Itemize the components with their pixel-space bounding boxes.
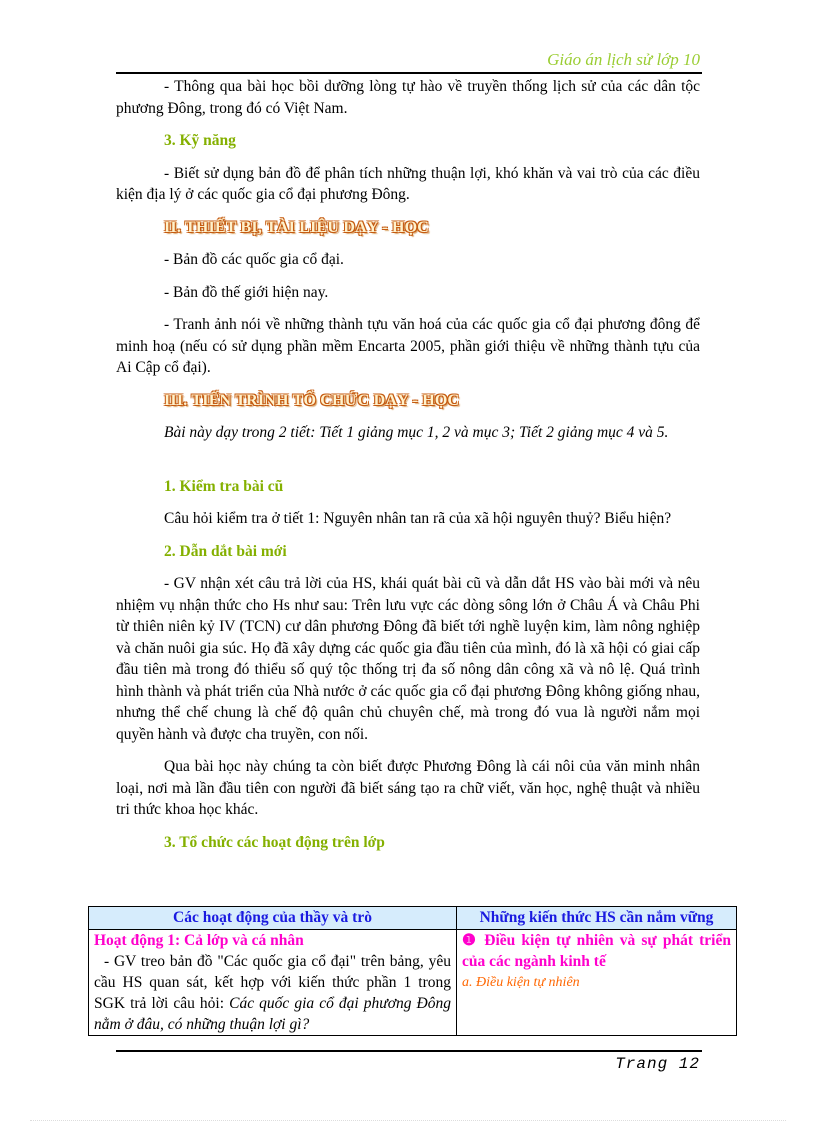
table-row — [89, 930, 737, 1036]
page-number: Trang 12 — [615, 1055, 700, 1073]
equipment-heading: II. THIẾT BỊ, TÀI LIỆU DẠY - HỌC — [164, 218, 429, 236]
lesson-table — [88, 906, 737, 1036]
equipment-item: - Bản đồ các quốc gia cổ đại. — [164, 251, 344, 268]
col-activities-header: Các hoạt động của thầy và trò — [89, 907, 457, 930]
page-edge-divider — [30, 1120, 786, 1121]
activity-text — [94, 951, 451, 1035]
process-heading: III. TIẾN TRÌNH TỔ CHỨC DẠY - HỌC — [164, 391, 460, 409]
process-paragraph: Bài này dạy trong 2 tiết: Tiết 1 giảng mục 1, 2 và mục 3; Tiết 2 giảng mục 4 và 5. — [164, 424, 669, 441]
equipment-item: - Bản đồ thế giới hiện nay. — [164, 283, 329, 301]
check-heading: 1. Kiểm tra bài cũ — [164, 477, 284, 495]
knowledge-subheading: a. Điều kiện tự nhiên — [462, 975, 580, 990]
lead-heading: 2. Dẫn dắt bài mới — [164, 542, 287, 560]
knowledge-title-text: Điều kiện tự nhiên và sự phát triển của các ngành kinh tế — [462, 932, 731, 970]
col-knowledge-header: Những kiến thức HS cần nắm vững — [457, 907, 737, 930]
bullet-one-icon: ❶ — [462, 932, 479, 949]
header-rule — [116, 72, 702, 74]
knowledge-cell — [457, 930, 737, 1036]
footer-rule — [116, 1050, 702, 1052]
activity-question: Các quốc gia cổ đại phương Đông nằm ở đâu, có những thuận lợi gì? — [94, 995, 451, 1033]
knowledge-title — [462, 930, 731, 972]
skills-paragraph: - Biết sử dụng bản đồ để phân tích những thuận lợi, khó khăn và vai trò của các điều kiện địa lý ở các quốc gia cổ đại phương Đông. — [116, 164, 700, 203]
activity-title: Hoạt động 1: Cả lớp và cá nhân — [94, 932, 304, 949]
check-paragraph: Câu hỏi kiểm tra ở tiết 1: Nguyên nhân tan rã của xã hội nguyên thuỷ? Biểu hiện? — [164, 510, 672, 527]
lead-paragraph: - GV nhận xét câu trả lời của HS, khái quát bài cũ và dẫn dắt HS vào bài mới và nêu nhiệm vụ nhận thức cho Hs như sau: Trên lưu vực các dòng sông lớn ở Châu Á và Châu Phi từ thiên niên kỷ IV (TCN) cư dân phương Đông đã biết tới nghề luyện kim, làm nông nghiệp và chăn nuôi gia súc. Họ đã xây dựng các quốc gia đầu tiên của mình, đó là xã hội có giai cấp đầu tiên mà trong đó thiểu số quý tộc thống trị đa số nông dân công xã và nô lệ. Quá trình hình thành và phát triển của Nhà nước ở các quốc gia cổ đại phương Đông không giống nhau, nhưng thể chế chung là chế độ quân chủ chuyên chế, mà trong đó vua là người nắm mọi quyền hành và được cha truyền, con nối. — [116, 575, 700, 743]
equipment-item: - Tranh ảnh nói về những thành tựu văn hoá của các quốc gia cổ đại phương đông để minh hoạ (nếu có sử dụng phần mềm Encarta 2005, phần giới thiệu về những thành tựu của Ai Cập cổ đại). — [116, 316, 700, 376]
intro-paragraph: - Thông qua bài học bồi dưỡng lòng tự hào về truyền thống lịch sử của các dân tộc phương Đông, trong đó có Việt Nam. — [116, 78, 700, 117]
activity-description: - GV treo bản đồ "Các quốc gia cổ đại" trên bảng, yêu cầu HS quan sát, kết hợp với kiến thức phần 1 trong SGK trả lời câu hỏi: — [94, 953, 451, 1012]
lead-paragraph: Qua bài học này chúng ta còn biết được Phương Đông là cái nôi của văn minh nhân loại, nơi mà lần đầu tiên con người đã biết sáng tạo ra chữ viết, văn học, nghệ thuật và nhiều tri thức khoa học khác. — [116, 758, 700, 818]
skills-heading: 3. Kỹ năng — [164, 132, 236, 149]
header-title: Giáo án lịch sử lớp 10 — [547, 50, 700, 69]
table-header-row — [89, 907, 737, 930]
document-body — [116, 76, 700, 853]
activities-heading: 3. Tổ chức các hoạt động trên lớp — [164, 833, 385, 851]
activity-cell — [89, 930, 457, 1036]
